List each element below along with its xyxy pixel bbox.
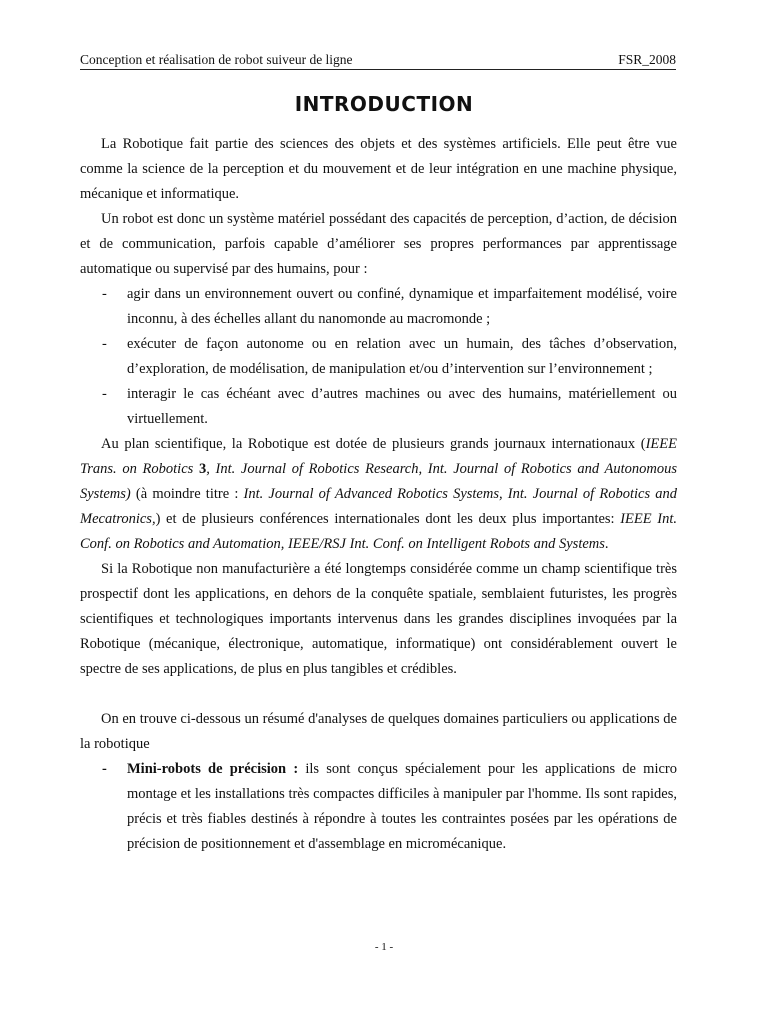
- list-item-heading: Mini-robots de précision :: [127, 761, 299, 777]
- list-item: - agir dans un environnement ouvert ou confiné, dynamique et imparfaitement modélisé, voire inconnu, à des échelles allant du nanomonde au macromonde ;: [102, 286, 677, 327]
- list-item-text: interagir le cas échéant avec d’autres machines ou avec des humains, matériellement ou virtuellement.: [127, 386, 677, 427]
- header-tag: FSR_2008: [618, 52, 676, 67]
- paragraph-2: Un robot est donc un système matériel possédant des capacités de perception, d’action, de décision et de communication, parfois capable d’améliorer ses propres performances par apprentissage automatique ou supervisé par des humains, pour :: [80, 211, 677, 277]
- header-title: Conception et réalisation de robot suiveur de ligne: [80, 52, 353, 67]
- p3-bold-number: 3: [193, 461, 207, 477]
- paragraph-4: Si la Robotique non manufacturière a été longtemps considérée comme un champ scientifique très prospectif dont les applications, en dehors de la conquête spatiale, semblaient futuristes, les progrès scientifiques et technologiques importants intervenus dans les grandes disciplines invoquées par la Robotique (mécanique, électronique, automatique, informatique) ont considérablement ouvert le spectre de ses applications, de plus en plus tangibles et crédibles.: [80, 561, 677, 677]
- list-item: - Mini-robots de précision : ils sont conçus spécialement pour les applications de micro montage et les installations très compactes difficiles à manipuler par l'homme. Ils sont rapides, précis et très fiables destinés à répondre à toutes les contraintes posées par les opérations de précision de positionnement et d'assemblage en micromécanique.: [102, 761, 677, 852]
- document-body: [80, 132, 677, 857]
- p3-text-4: .: [604, 536, 609, 552]
- section-title: INTRODUCTION: [294, 92, 474, 116]
- p3-conferences: IEEE Int. Conf. on Robotics and Automation, IEEE/RSJ Int. Conf. on Intelligent Robots and Systems: [80, 511, 677, 552]
- p3-text-1: Au plan scientifique, la Robotique est dotée de plusieurs grands journaux internationaux (: [101, 436, 646, 452]
- capabilities-list: [80, 282, 677, 432]
- paragraph-1: La Robotique fait partie des sciences des objets et des systèmes artificiels. Elle peut être vue comme la science de la perception et du mouvement et de leur intégration en une machine physique, mécanique et informatique.: [80, 136, 677, 202]
- p3-text-3: ) et de plusieurs conférences internationales dont les deux plus importantes:: [155, 511, 621, 527]
- list-item: - interagir le cas échéant avec d’autres machines ou avec des humains, matériellement ou virtuellement.: [102, 386, 677, 427]
- p3-text-2: (à moindre titre :: [130, 486, 244, 502]
- p3-journals-3: Int. Journal of Advanced Robotics Systems, Int. Journal of Robotics and Mecatronics,: [80, 486, 677, 527]
- list-item-text: exécuter de façon autonome ou en relation avec un humain, des tâches d’observation, d’exploration, de modélisation, de manipulation et/ou d’intervention sur l’environnement ;: [127, 336, 677, 377]
- applications-list: [80, 757, 677, 857]
- p3-journal-1: IEEE Trans. on Robotics: [80, 436, 677, 477]
- list-item: - exécuter de façon autonome ou en relation avec un humain, des tâches d’observation, d’exploration, de modélisation, de manipulation et/ou d’intervention sur l’environnement ;: [102, 336, 677, 377]
- paragraph-3: [80, 432, 677, 557]
- page-header: [80, 52, 676, 70]
- p3-journals-2: , Int. Journal of Robotics Research, Int. Journal of Robotics and Autonomous Systems): [80, 461, 678, 502]
- page-number: - 1 -: [374, 941, 394, 953]
- list-item-text: agir dans un environnement ouvert ou confiné, dynamique et imparfaitement modélisé, voire inconnu, à des échelles allant du nanomonde au macromonde ;: [127, 286, 677, 327]
- spacer: [80, 682, 677, 707]
- list-item-text: ils sont conçus spécialement pour les applications de micro montage et les installations très compactes difficiles à manipuler par l'homme. Ils sont rapides, précis et très fiables destinés à répondre à toutes les contraintes posées par les opérations de précision de positionnement et d'assemblage en micromécanique.: [127, 761, 677, 852]
- paragraph-5: On en trouve ci-dessous un résumé d'analyses de quelques domaines particuliers ou applications de la robotique: [80, 711, 677, 752]
